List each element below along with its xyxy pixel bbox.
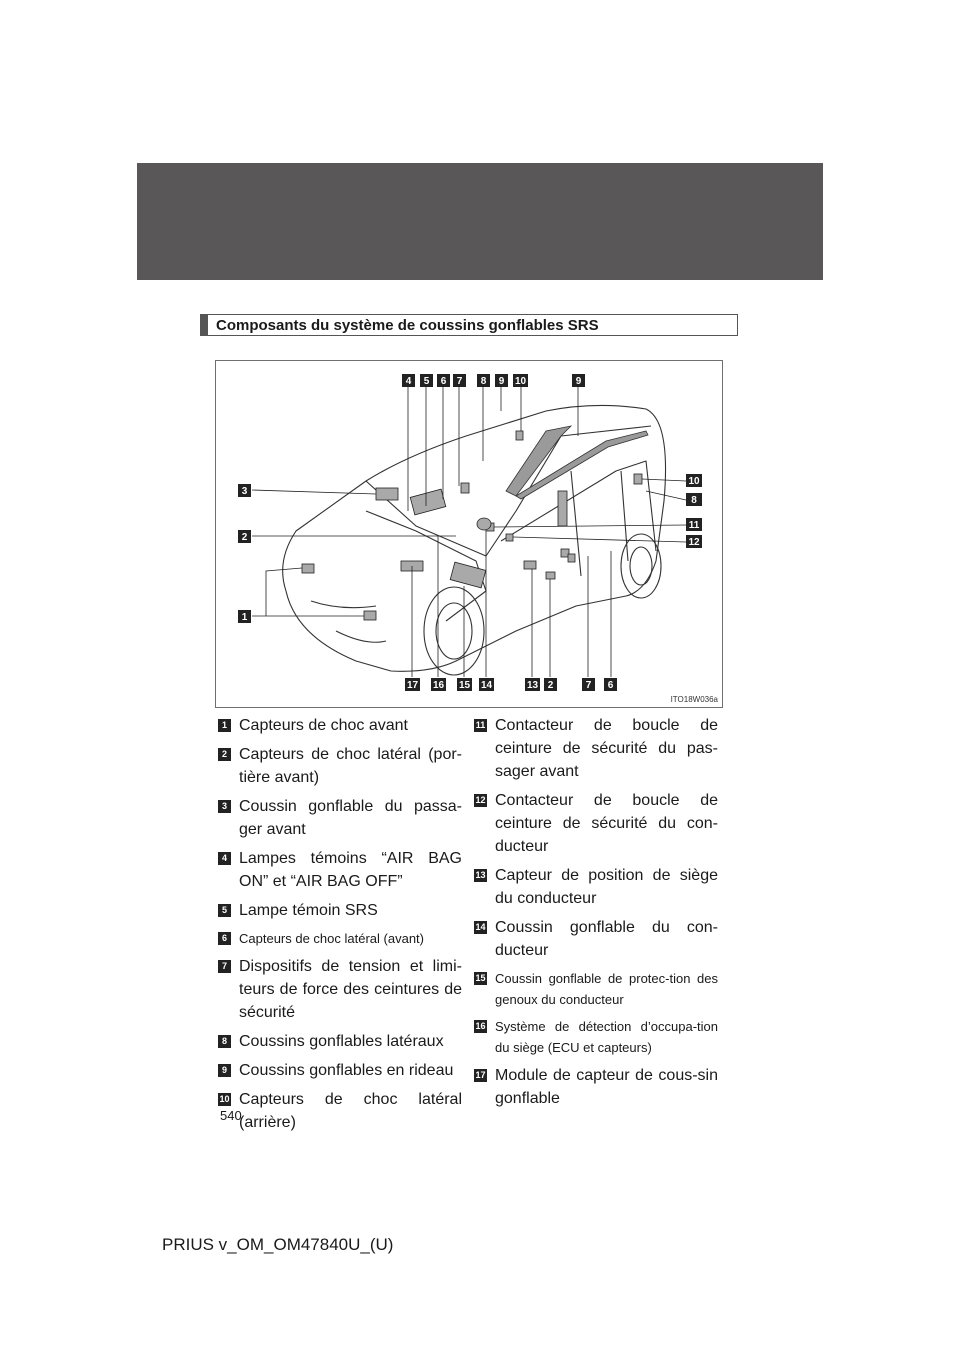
legend-text: Coussin gonflable du passa-ger avant [239, 798, 462, 838]
callouts-left [238, 484, 251, 623]
number-badge: 1 [218, 719, 231, 732]
number-badge: 4 [218, 852, 231, 865]
airbag-diagram [215, 360, 723, 708]
door-sensor-block [546, 572, 555, 579]
number-badge: 13 [475, 870, 486, 880]
legend-text: Capteur de position de siège du conducteur [495, 867, 718, 907]
legend-item [218, 1030, 462, 1053]
number-badge: 2 [218, 748, 231, 761]
figure-code: ITO18W036a [670, 695, 718, 704]
number-badge: 9 [218, 1064, 231, 1077]
svg-text:12: 12 [688, 537, 700, 548]
legend-text: Capteurs de choc latéral (arrière) [239, 1091, 462, 1131]
legend-text: Contacteur de boucle de ceinture de sécurité du pas-sager avant [495, 717, 718, 780]
legend-column-left [218, 714, 462, 1140]
svg-text:15: 15 [458, 680, 471, 691]
svg-text:5: 5 [423, 376, 430, 387]
number-badge: 12 [475, 795, 486, 805]
headlight [311, 601, 376, 608]
legend-item [474, 1064, 718, 1110]
side-sensor-block [568, 554, 575, 562]
number-badge: 14 [475, 922, 486, 932]
legend-item [474, 916, 718, 962]
front-sensor-block-1 [302, 564, 314, 573]
legend-item [218, 1059, 462, 1082]
legend-item [218, 899, 462, 922]
svg-text:10: 10 [514, 376, 527, 387]
knee-airbag-block [410, 489, 446, 515]
legend-item [218, 955, 462, 1024]
svg-text:7: 7 [456, 376, 463, 387]
number-badge: 15 [475, 973, 486, 983]
svg-text:6: 6 [607, 680, 614, 691]
car-illustration [216, 361, 722, 707]
legend-item [474, 968, 718, 1010]
svg-text:9: 9 [498, 376, 505, 387]
side-airbag-block [558, 491, 567, 526]
passenger-airbag-block [376, 488, 398, 500]
svg-text:4: 4 [405, 376, 412, 387]
front-sensor-block-2 [364, 611, 376, 620]
callouts-right [686, 474, 702, 548]
legend-item [218, 928, 462, 949]
number-badge: 3 [218, 800, 231, 813]
legend-text: Coussin gonflable du con-ducteur [495, 919, 718, 959]
legend-item [474, 789, 718, 858]
rear-wheel-hub [630, 547, 652, 585]
legend-item [218, 847, 462, 893]
legend-text: Coussins gonflables en rideau [239, 1062, 454, 1079]
legend-text: Dispositifs de tension et limi-teurs de force des ceintures de sécurité [239, 958, 462, 1021]
svg-text:9: 9 [575, 376, 582, 387]
legend-item [218, 795, 462, 841]
front-wheel-hub [436, 603, 472, 659]
driver-buckle-switch-block [506, 534, 513, 541]
svg-text:2: 2 [547, 680, 554, 691]
legend-text: Coussin gonflable de protec-tion des genoux du conducteur [495, 971, 718, 1007]
svg-text:16: 16 [432, 680, 445, 691]
legend-text: Lampe témoin SRS [239, 902, 378, 919]
legend-text: Coussins gonflables latéraux [239, 1033, 444, 1050]
chapter-header-band [137, 163, 823, 280]
svg-text:17: 17 [406, 680, 419, 691]
legend-text: Lampes témoins “AIR BAG ON” et “AIR BAG OFF” [239, 850, 462, 890]
legend-text: Module de capteur de cous-sin gonflable [495, 1067, 718, 1107]
legend-column-right [474, 714, 718, 1116]
number-badge: 6 [218, 932, 231, 945]
legend-text: Système de détection d’occupa-tion du siège (ECU et capteurs) [495, 1019, 718, 1055]
legend-text: Capteurs de choc latéral (avant) [239, 931, 424, 946]
section-title-box [200, 314, 738, 336]
legend-text: Contacteur de boucle de ceinture de sécurité du con-ducteur [495, 792, 718, 855]
svg-text:10: 10 [688, 476, 700, 487]
svg-text:11: 11 [688, 520, 700, 531]
title-marker [201, 315, 208, 335]
svg-text:7: 7 [585, 680, 592, 691]
svg-text:3: 3 [241, 486, 248, 497]
svg-text:2: 2 [241, 532, 248, 543]
driver-airbag-block [450, 562, 486, 588]
footer-doc-id: PRIUS v_OM_OM47840U_(U) [162, 1235, 394, 1254]
section-title: Composants du système de coussins gonflables SRS [216, 316, 599, 334]
legend-item [474, 1016, 718, 1058]
legend-item [218, 1088, 462, 1134]
seatbelt-buckle-block [461, 483, 469, 493]
legend-item [474, 714, 718, 783]
svg-text:14: 14 [480, 680, 493, 691]
svg-text:1: 1 [241, 612, 248, 623]
callouts-top [402, 374, 585, 387]
seat-position-sensor-block [524, 561, 536, 569]
number-badge: 7 [218, 960, 231, 973]
svg-text:13: 13 [526, 680, 539, 691]
number-badge: 10 [219, 1094, 230, 1104]
number-badge: 16 [475, 1021, 486, 1031]
rear-sensor-block [516, 431, 523, 440]
legend-item [218, 714, 462, 737]
number-badge: 8 [218, 1035, 231, 1048]
rear-side-sensor-block [634, 474, 642, 484]
callouts-bottom [405, 678, 617, 691]
legend-item [474, 864, 718, 910]
svg-text:8: 8 [480, 376, 487, 387]
number-badge: 5 [218, 904, 231, 917]
svg-text:6: 6 [440, 376, 447, 387]
svg-text:8: 8 [691, 495, 697, 506]
number-badge: 17 [475, 1070, 486, 1080]
rear-wheel [621, 534, 661, 598]
legend-text: Capteurs de choc avant [239, 717, 408, 734]
legend-item [218, 743, 462, 789]
bumper-grille [336, 631, 386, 642]
number-badge: 11 [475, 720, 486, 730]
page-number: 540 [220, 1108, 242, 1123]
steering-hub [477, 518, 491, 530]
legend-text: Capteurs de choc latéral (por-tière avant) [239, 746, 462, 786]
